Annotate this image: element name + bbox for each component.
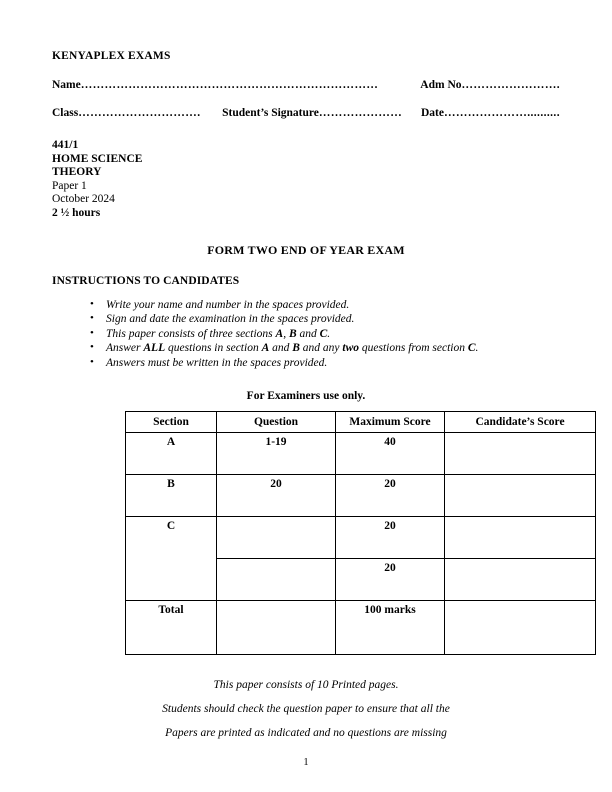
footer-notes [52,673,560,745]
instructions-heading: INSTRUCTIONS TO CANDIDATES [52,274,240,287]
exam-subject: HOME SCIENCE [52,152,143,165]
list-item: • Answers must be written in the spaces provided. [90,356,560,371]
exam-code-block [52,139,560,221]
cell-candidate-score[interactable] [445,432,596,474]
instructions-list [52,298,560,371]
class-dots[interactable]: …………………………. [78,107,201,119]
cell-maximum-score: 20 [336,516,445,558]
table-row [126,432,596,474]
list-item: • Sign and date the examination in the spaces provided. [90,312,560,327]
cell-section: C [126,516,217,600]
list-item: • Answer ALL questions in section A and B and any two questions from section C. [90,341,560,356]
page-number: 1 [303,757,309,768]
table-row [126,516,596,558]
cell-total-candidate-score[interactable] [445,600,596,654]
signature-label: Student’s Signature [222,107,319,119]
score-table-caption: For Examiners use only. [246,389,366,402]
cell-candidate-score[interactable] [445,516,596,558]
cell-question[interactable] [217,558,336,600]
exam-title: FORM TWO END OF YEAR EXAM [207,242,405,257]
column-header-candidate-score: Candidate’s Score [445,411,596,432]
class-signature-date-line [52,107,560,119]
school-name: KENYAPLEX EXAMS [52,50,171,62]
table-header-row [126,411,596,432]
exam-paper-type: THEORY [52,166,102,179]
exam-duration: 2 ½ hours [52,206,101,219]
footnote-line: Students should check the question paper to ensure that all the [162,702,450,715]
date-label: Date [420,107,444,119]
cell-section: A [126,432,217,474]
cell-question: 1-19 [217,432,336,474]
name-dots[interactable]: ………………………………………………………………… [80,79,379,91]
cell-section: B [126,474,217,516]
examiners-score-table [125,411,596,655]
footnote-line: Papers are printed as indicated and no questions are missing [165,726,447,739]
exam-session: October 2024 [52,193,115,206]
cell-candidate-score[interactable] [445,558,596,600]
table-row [126,474,596,516]
list-item: • Write your name and number in the spaces provided. [90,298,560,313]
cell-maximum-score: 20 [336,474,445,516]
exam-code: 441/1 [52,139,79,151]
cell-total-maximum-score: 100 marks [336,600,445,654]
page-content [52,50,565,745]
column-header-question: Question [217,411,336,432]
cell-question[interactable] [217,516,336,558]
cell-maximum-score: 40 [336,432,445,474]
column-header-maximum-score: Maximum Score [336,411,445,432]
cell-maximum-score: 20 [336,558,445,600]
cell-total-question [217,600,336,654]
name-admno-line [52,79,560,91]
list-item: • This paper consists of three sections A, B and C. [90,327,560,342]
date-dots[interactable]: ………………….......... [443,107,560,119]
table-row-total [126,600,596,654]
exam-paper-number: Paper 1 [52,179,87,192]
cell-candidate-score[interactable] [445,474,596,516]
column-header-section: Section [126,411,217,432]
cell-total-label: Total [126,600,217,654]
name-label: Name [52,79,81,91]
footnote-line: This paper consists of 10 Printed pages. [213,678,399,691]
adm-no-label: Adm No [420,79,462,91]
class-label: Class [52,107,79,119]
signature-dots[interactable]: ………………… [318,107,403,119]
adm-no-dots[interactable]: ……………………. [461,79,560,91]
cell-question: 20 [217,474,336,516]
